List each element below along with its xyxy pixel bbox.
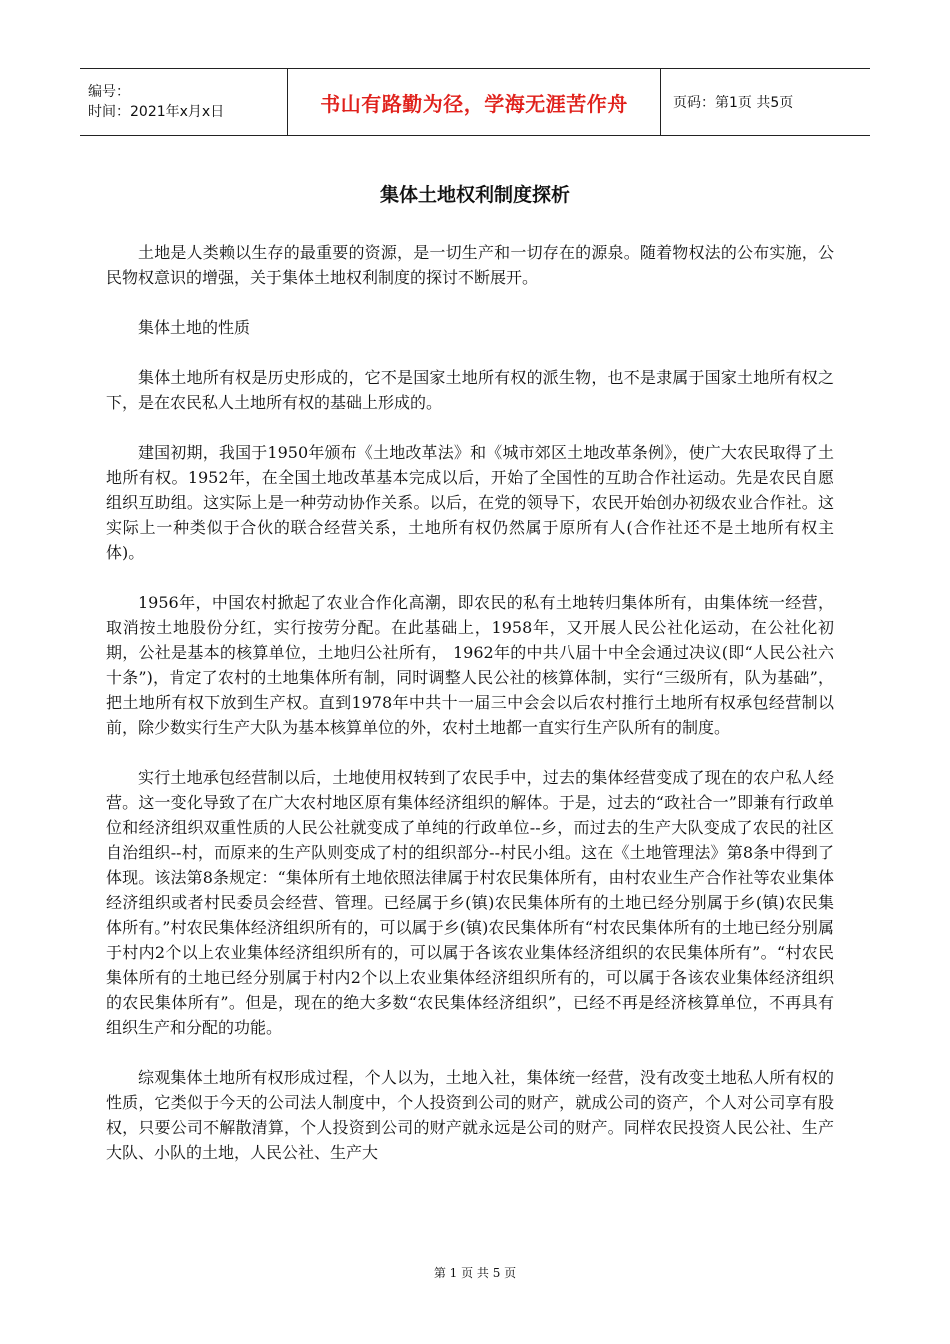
document-title: 集体土地权利制度探析 — [379, 184, 570, 206]
paragraph: 建国初期，我国于1950年颁布《土地改革法》和《城市郊区土地改革条例》，使广大农民取得了土地所有权。1952年，在全国土地改革基本完成以后，开始了全国性的互助合作社运动。先是农民自愿组织互助组。这实际上是一种劳动协作关系。以后，在党的领导下，农民开始创办初级农业合作社。这实际上一种类似于合伙的联合经营关系，土地所有权仍然属于原所有人(合作社还不是土地所有权主体)。 — [106, 443, 834, 562]
document-body — [106, 240, 834, 1190]
section-heading: 集体土地的性质 — [138, 318, 251, 337]
header-motto-cell — [288, 69, 661, 136]
document-number-label: 编号： — [88, 84, 130, 100]
paragraph-intro: 土地是人类赖以生存的最重要的资源，是一切生产和一切存在的源泉。随着物权法的公布实施，公民物权意识的增强，关于集体土地权利制度的探讨不断展开。 — [106, 243, 834, 287]
document-header — [80, 68, 870, 136]
paragraph: 综观集体土地所有权形成过程，个人以为，土地入社，集体统一经营，没有改变土地私人所有权的性质，它类似于今天的公司法人制度中，个人投资到公司的财产，就成公司的资产，个人对公司享有股权，只要公司不解散清算，个人投资到公司的财产就永远是公司的财产。同样农民投资人民公社、生产大队、小队的土地，人民公社、生产大 — [106, 1068, 834, 1162]
header-motto: 书山有路勤为径，学海无涯苦作舟 — [320, 91, 628, 116]
document-date-label: 时间：2021年x月x日 — [88, 104, 225, 120]
paragraph: 实行土地承包经营制以后，土地使用权转到了农民手中，过去的集体经营变成了现在的农户私人经营。这一变化导致了在广大农村地区原有集体经济组织的解体。于是，过去的“政社合一”即兼有行政单位和经济组织双重性质的人民公社就变成了单纯的行政单位--乡，而过去的生产大队变成了农民的社区自治组织--村，而原来的生产队则变成了村的组织部分--村民小组。这在《土地管理法》第8条中得到了体现。该法第8条规定：“集体所有土地依照法律属于村农民集体所有，由村农业生产合作社等农业集体经济组织或者村民委员会经营、管理。已经属于乡(镇)农民集体所有的土地已经分别属于乡(镇)农民集体所有。”村农民集体经济组织所有的，可以属于乡(镇)农民集体所有“村农民集体所有的土地已经分别属于村内2个以上农业集体经济组织所有的，可以属于各该农业集体经济组织的农民集体所有”。“村农民集体所有的土地已经分别属于村内2个以上农业集体经济组织所有的，可以属于各该农业集体经济组织的农民集体所有”。但是，现在的绝大多数“农民集体经济组织”，已经不再是经济核算单位，不再具有组织生产和分配的功能。 — [106, 768, 834, 1037]
header-page-info: 页码：第1页 共5页 — [661, 69, 871, 136]
page-footer: 第 1 页 共 5 页 — [433, 1266, 517, 1280]
paragraph: 集体土地所有权是历史形成的，它不是国家土地所有权的派生物，也不是隶属于国家土地所有权之下，是在农民私人土地所有权的基础上形成的。 — [106, 368, 834, 412]
paragraph: 1956年，中国农村掀起了农业合作化高潮，即农民的私有土地转归集体所有，由集体统一经营，取消按土地股份分红，实行按劳分配。在此基础上，1958年，又开展人民公社化运动，在公社化初期，公社是基本的核算单位，土地归公社所有， 1962年的中共八届十中全会通过决议(即“人民公社六十条”)，肯定了农村的土地集体所有制，同时调整人民公社的核算体制，实行“三级所有，队为基础”，把土地所有权下放到生产权。直到1978年中共十一届三中会会以后农村推行土地所有权承包经营制以前，除少数实行生产大队为基本核算单位的外，农村土地都一直实行生产队所有的制度。 — [106, 593, 834, 737]
header-meta-cell — [80, 69, 288, 136]
